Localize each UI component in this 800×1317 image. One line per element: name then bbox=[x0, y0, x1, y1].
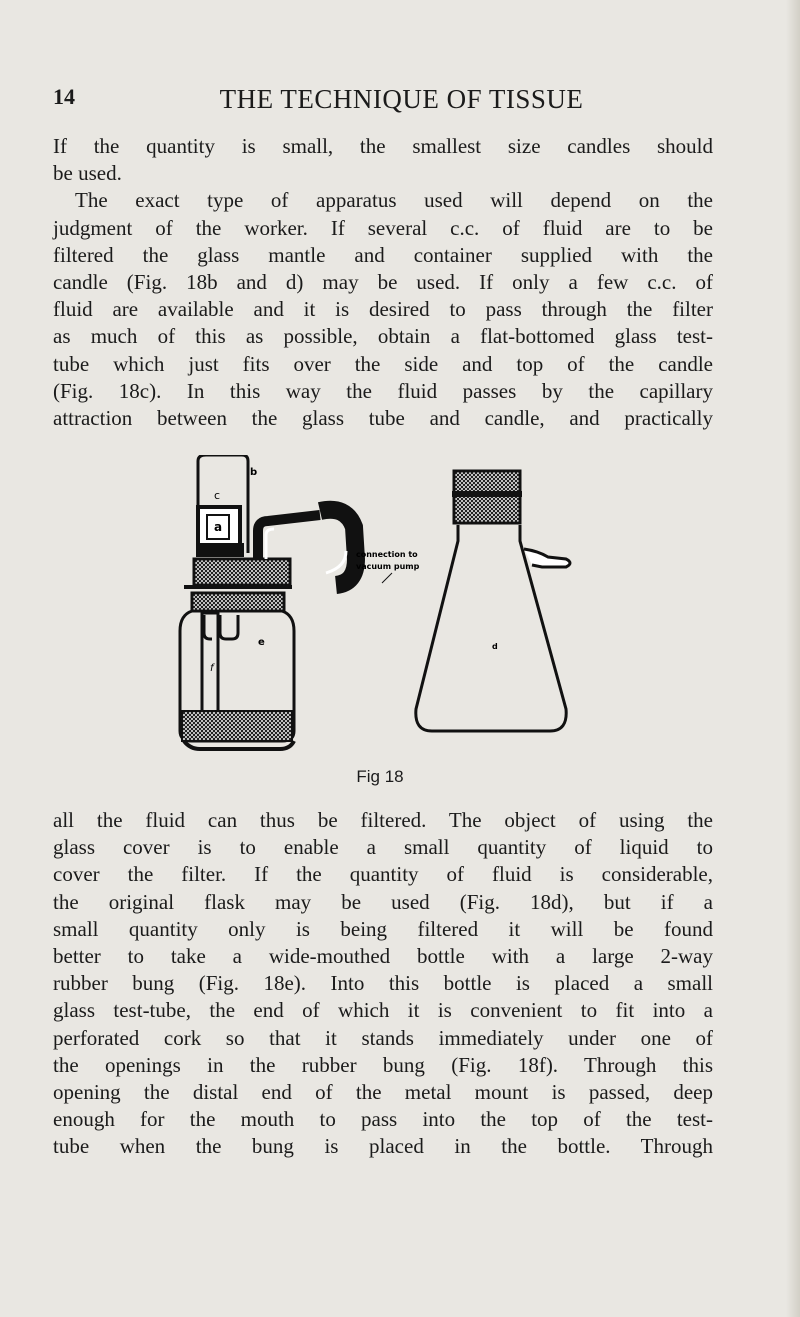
conical-flask bbox=[416, 471, 570, 731]
label-b: b bbox=[250, 467, 258, 478]
text-line: The exact type of apparatus used will depend on the bbox=[75, 188, 713, 213]
flask-side-arm bbox=[524, 549, 570, 567]
text-line: the openings in the rubber bung (Fig. 18f). Through this bbox=[53, 1052, 713, 1077]
page-edge-shadow bbox=[786, 0, 800, 1317]
label-c: c bbox=[214, 489, 221, 502]
text-line: (Fig. 18c). In this way the fluid passes by the capillary bbox=[53, 378, 713, 403]
connection-label-line-1: connection to bbox=[356, 550, 418, 559]
text-line: enough for the mouth to pass into the top of the test- bbox=[53, 1107, 713, 1132]
text-line: fluid are available and it is desired to pass through the filter bbox=[53, 297, 713, 322]
bung-lower bbox=[192, 593, 284, 611]
connection-pointer bbox=[382, 573, 392, 583]
page-number: 14 bbox=[53, 84, 75, 109]
text-line: attraction between the glass tube and candle, and practically bbox=[53, 405, 713, 430]
filter-apparatus-illustration bbox=[170, 455, 590, 765]
text-line: better to take a wide-mouthed bottle with a large 2-way bbox=[53, 943, 713, 968]
figure-18 bbox=[170, 455, 590, 795]
rubber-bung bbox=[184, 559, 292, 589]
text-line: judgment of the worker. If several c.c. of fluid are to be bbox=[53, 215, 713, 240]
text-line: cover the filter. If the quantity of fluid is considerable, bbox=[53, 862, 713, 887]
text-line: small quantity only is being filtered it will be found bbox=[53, 916, 713, 941]
text-line: be used. bbox=[53, 161, 122, 186]
text-line: tube which just fits over the side and top of the candle bbox=[53, 351, 713, 376]
text-line: If the quantity is small, the smallest size candles should bbox=[53, 134, 713, 158]
figure-caption: Fig 18 bbox=[356, 767, 404, 786]
page-header bbox=[53, 84, 750, 124]
text-line: all the fluid can thus be filtered. The object of using the bbox=[53, 808, 713, 832]
running-head: THE TECHNIQUE OF TISSUE bbox=[219, 84, 584, 114]
label-a: a bbox=[214, 520, 223, 534]
connection-label-line-2: vacuum pump bbox=[356, 562, 420, 571]
label-e: e bbox=[258, 637, 265, 648]
body-text-bottom bbox=[53, 807, 713, 1160]
text-line: rubber bung (Fig. 18e). Into this bottle is placed a small bbox=[53, 971, 713, 996]
text-line: the original flask may be used (Fig. 18d), but if a bbox=[53, 889, 713, 914]
text-line: tube when the bung is placed in the bottle. Through bbox=[53, 1134, 713, 1159]
text-line: glass test-tube, the end of which it is convenient to fit into a bbox=[53, 998, 713, 1023]
text-line: opening the distal end of the metal mount is passed, deep bbox=[53, 1079, 713, 1104]
text-line: glass cover is to enable a small quantity of liquid to bbox=[53, 835, 713, 860]
fluid-level bbox=[182, 711, 292, 741]
label-d: d bbox=[492, 642, 498, 651]
text-line: candle (Fig. 18b and d) may be used. If only a few c.c. of bbox=[53, 269, 713, 294]
text-line: as much of this as possible, obtain a flat-bottomed glass test- bbox=[53, 324, 713, 349]
text-line: perforated cork so that it stands immediately under one of bbox=[53, 1025, 713, 1050]
body-text-top bbox=[53, 133, 713, 432]
text-line: filtered the glass mantle and container supplied with the bbox=[53, 242, 713, 267]
label-f: f bbox=[210, 663, 214, 674]
